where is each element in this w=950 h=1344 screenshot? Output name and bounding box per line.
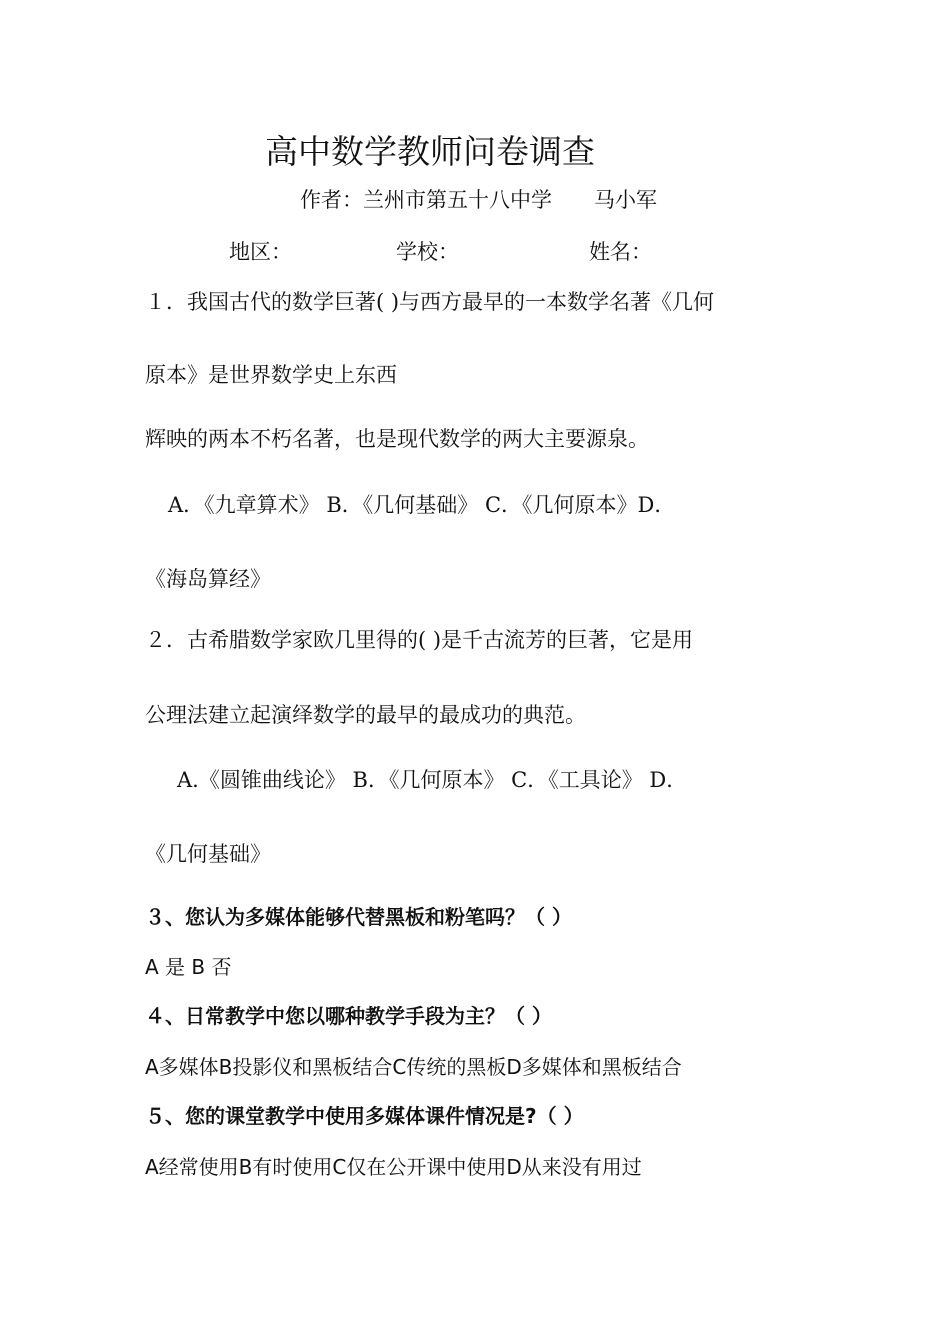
- field-region-label: 地区：: [229, 240, 292, 264]
- q2-options-cont: 《几何基础》: [145, 842, 271, 866]
- q4-options: A多媒体B投影仪和黑板结合C传统的黑板D多媒体和黑板结合: [145, 1055, 682, 1079]
- q1-options-cont: 《海岛算经》: [145, 567, 271, 591]
- q2-options: A.《圆锥曲线论》 B．《几何原本》 C．《工具论》 D．: [177, 768, 688, 792]
- q3-options: A 是 B 否: [145, 955, 232, 979]
- author-school: 作者：兰州市第五十八中学: [300, 188, 552, 212]
- author-line: [300, 186, 657, 214]
- q1-line3: 辉映的两本不朽名著，也是现代数学的两大主要源泉。: [145, 427, 649, 451]
- q4-question: ４、日常教学中您以哪种教学手段为主？（ ）: [145, 1004, 552, 1028]
- q1-options: A．《九章算术》 B．《几何基础》 C．《几何原本》D．: [168, 493, 676, 517]
- q1-line2: 原本》是世界数学史上东西: [145, 363, 397, 387]
- q3-question: ３、您认为多媒体能够代替黑板和粉笔吗？（ ）: [145, 905, 572, 929]
- q5-options: A经常使用B有时使用C仅在公开课中使用D从来没有用过: [145, 1155, 642, 1179]
- field-school-label: 学校：: [396, 240, 459, 264]
- q2-line1: ２．古希腊数学家欧几里得的( )是千古流芳的巨著，它是用: [145, 628, 694, 652]
- field-name-label: 姓名：: [589, 240, 652, 264]
- q5-question: ５、您的课堂教学中使用多媒体课件情况是?（ ）: [145, 1104, 584, 1128]
- q1-line1: １．我国古代的数学巨著( )与西方最早的一本数学名著《几何: [145, 290, 715, 314]
- q2-line2: 公理法建立起演绎数学的最早的最成功的典范。: [145, 703, 586, 727]
- author-name: 马小军: [594, 188, 657, 212]
- page-title: 高中数学教师问卷调查: [265, 132, 595, 171]
